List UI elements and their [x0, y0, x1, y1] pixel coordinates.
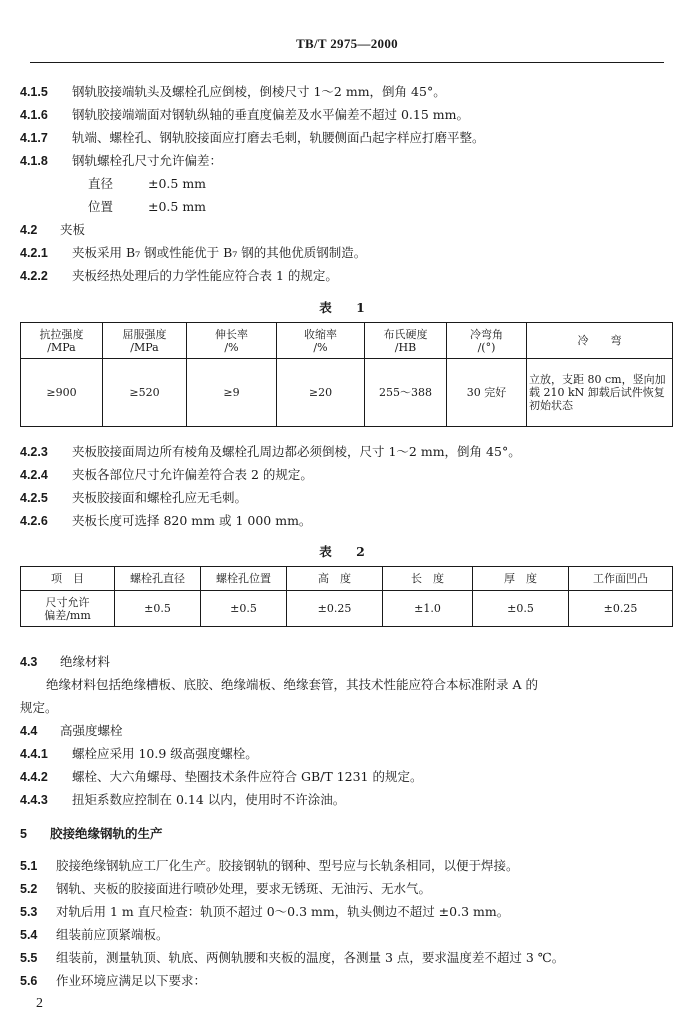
table-row: [21, 591, 673, 627]
tolerance-label: 直径: [88, 176, 114, 191]
clause-number: 4.4.2: [20, 770, 48, 784]
tolerance-diameter: [88, 176, 206, 192]
section-number: 4.3: [20, 655, 38, 669]
section-number: 4.4: [20, 724, 38, 738]
tolerance-position: [88, 199, 206, 215]
clause-4-2-1: [20, 245, 366, 261]
clause-number: 5.1: [20, 859, 38, 873]
clause-text: 胶接绝缘钢轨应工厂化生产。胶接钢轨的钢种、型号应与长轨条相同，以便于焊接。: [56, 858, 519, 873]
clause-text: 夹板胶接面周边所有棱角及螺栓孔周边都必须倒棱，尺寸 1～2 mm，倒角 45°。: [72, 444, 521, 459]
clause-number: 4.2.4: [20, 468, 48, 482]
header-cell: 项 目: [21, 567, 115, 591]
clause-number: 4.2.6: [20, 514, 48, 528]
clause-number: 4.4.1: [20, 747, 48, 761]
section-title: 夹板: [60, 222, 86, 237]
clause-number: 4.2.5: [20, 491, 48, 505]
clause-text: 扭矩系数应控制在 0.14 以内，使用时不许涂油。: [72, 792, 346, 807]
section-4-2: [20, 222, 85, 238]
header-cell: 伸长率 /%: [187, 323, 277, 359]
clause-number: 5.3: [20, 905, 38, 919]
clause-text: 组装前应顶紧端板。: [56, 927, 169, 942]
clause-number: 4.1.8: [20, 154, 48, 168]
clause-text: 螺栓、大六角螺母、垫圈技术条件应符合 GB/T 1231 的规定。: [72, 769, 423, 784]
clause-text: 作业环境应满足以下要求：: [56, 973, 207, 988]
cell: ±0.25: [569, 591, 673, 627]
clause-4-4-3: [20, 792, 345, 808]
section-title: 高强度螺栓: [60, 723, 123, 738]
header-cell: 工作面凹凸: [569, 567, 673, 591]
section-4-4: [20, 723, 123, 739]
cell: ±0.5: [201, 591, 287, 627]
clause-4-4-1: [20, 746, 258, 762]
cell: ≥900: [21, 359, 103, 427]
header-cell: 螺栓孔直径: [115, 567, 201, 591]
header-cell: 冷 弯: [527, 323, 673, 359]
cell: 30 完好: [447, 359, 527, 427]
clause-4-1-7: [20, 130, 485, 146]
clause-number: 4.2.1: [20, 246, 48, 260]
clause-5-4: [20, 927, 169, 943]
clause-number: 4.1.7: [20, 131, 48, 145]
clause-4-1-5: [20, 84, 446, 100]
tolerance-value: ±0.5 mm: [148, 199, 207, 214]
cell: ≥520: [103, 359, 187, 427]
header-cell: 抗拉强度 /MPa: [21, 323, 103, 359]
paragraph-4-3-line-1: 绝缘材料包括绝缘槽板、底胶、绝缘端板、绝缘套管，其技术性能应符合本标准附录 A 的: [46, 677, 538, 692]
cell: 255～388: [365, 359, 447, 427]
clause-4-2-2: [20, 268, 338, 284]
clause-number: 4.4.3: [20, 793, 48, 807]
clause-4-2-5: [20, 490, 247, 506]
header-cell: 高 度: [287, 567, 383, 591]
clause-number: 5.4: [20, 928, 38, 942]
clause-text: 夹板长度可选择 820 mm 或 1 000 mm。: [72, 513, 312, 528]
section-number: 5: [20, 827, 27, 841]
clause-5-5: [20, 950, 564, 966]
table-header-row: [21, 323, 673, 359]
header-cell: 螺栓孔位置: [201, 567, 287, 591]
tolerance-value: ±0.5 mm: [148, 176, 207, 191]
clause-5-6: [20, 973, 206, 989]
table-2-caption: 表 2: [319, 544, 375, 559]
clause-4-1-6: [20, 107, 469, 123]
clause-number: 4.1.6: [20, 108, 48, 122]
section-title: 胶接绝缘钢轨的生产: [50, 826, 163, 841]
page-number: 2: [36, 996, 43, 1011]
cell: ≥20: [277, 359, 365, 427]
clause-5-3: [20, 904, 509, 920]
clause-text: 夹板采用 B₇ 钢或性能优于 B₇ 钢的其他优质钢制造。: [72, 245, 367, 260]
cell: ±0.5: [473, 591, 569, 627]
clause-text: 钢轨胶接端端面对钢轨纵轴的垂直度偏差及水平偏差不超过 0.15 mm。: [72, 107, 469, 122]
header-cell: 收缩率 /%: [277, 323, 365, 359]
clause-text: 夹板胶接面和螺栓孔应无毛刺。: [72, 490, 248, 505]
clause-text: 夹板各部位尺寸允许偏差符合表 2 的规定。: [72, 467, 313, 482]
clause-number: 4.1.5: [20, 85, 48, 99]
clause-number: 5.5: [20, 951, 38, 965]
clause-4-2-3: [20, 444, 521, 460]
table-1: [20, 322, 673, 427]
section-number: 4.2: [20, 223, 38, 237]
header-cell: 长 度: [383, 567, 473, 591]
header-cell: 布氏硬度 /HB: [365, 323, 447, 359]
section-title: 绝缘材料: [60, 654, 111, 669]
cell: 尺寸允许 偏差/mm: [21, 591, 115, 627]
clause-number: 4.2.2: [20, 269, 48, 283]
table-1-caption: 表 1: [319, 300, 375, 315]
cell: ±0.25: [287, 591, 383, 627]
cell: ±1.0: [383, 591, 473, 627]
cell: ±0.5: [115, 591, 201, 627]
header-cell: 厚 度: [473, 567, 569, 591]
header-rule: [30, 62, 664, 63]
header-cell: 屈服强度 /MPa: [103, 323, 187, 359]
table-row: [21, 359, 673, 427]
section-5: [20, 826, 163, 842]
table-2: [20, 566, 673, 627]
clause-5-1: [20, 858, 519, 874]
clause-number: 5.6: [20, 974, 38, 988]
clause-text: 轨端、螺栓孔、钢轨胶接面应打磨去毛刺，轨腰侧面凸起字样应打磨平整。: [72, 130, 485, 145]
clause-5-2: [20, 881, 431, 897]
clause-text: 钢轨螺栓孔尺寸允许偏差：: [72, 153, 223, 168]
cell: 立放，支距 80 cm，竖向加载 210 kN 卸载后试件恢复初始状态: [527, 359, 673, 427]
document-header: TB/T 2975—2000: [296, 36, 398, 51]
clause-text: 夹板经热处理后的力学性能应符合表 1 的规定。: [72, 268, 338, 283]
tolerance-label: 位置: [88, 199, 114, 214]
clause-number: 5.2: [20, 882, 38, 896]
clause-4-1-8: [20, 153, 222, 169]
clause-number: 4.2.3: [20, 445, 48, 459]
clause-text: 钢轨、夹板的胶接面进行喷砂处理，要求无锈斑、无油污、无水气。: [56, 881, 432, 896]
clause-4-2-6: [20, 513, 311, 529]
section-4-3: [20, 654, 110, 670]
clause-4-2-4: [20, 467, 313, 483]
clause-text: 组装前，测量轨顶、轨底、两侧轨腰和夹板的温度，各测量 3 点，要求温度差不超过 3 ℃。: [56, 950, 565, 965]
table-header-row: [21, 567, 673, 591]
clause-text: 螺栓应采用 10.9 级高强度螺栓。: [72, 746, 258, 761]
paragraph-4-3-line-2: 规定。: [20, 700, 58, 715]
cell: ≥9: [187, 359, 277, 427]
clause-text: 钢轨胶接端轨头及螺栓孔应倒棱，倒棱尺寸 1～2 mm，倒角 45°。: [72, 84, 446, 99]
clause-4-4-2: [20, 769, 422, 785]
clause-text: 对轨后用 1 m 直尺检查：轨顶不超过 0～0.3 mm，轨头侧边不超过 ±0.3 mm。: [56, 904, 510, 919]
header-cell: 冷弯角 /(°): [447, 323, 527, 359]
